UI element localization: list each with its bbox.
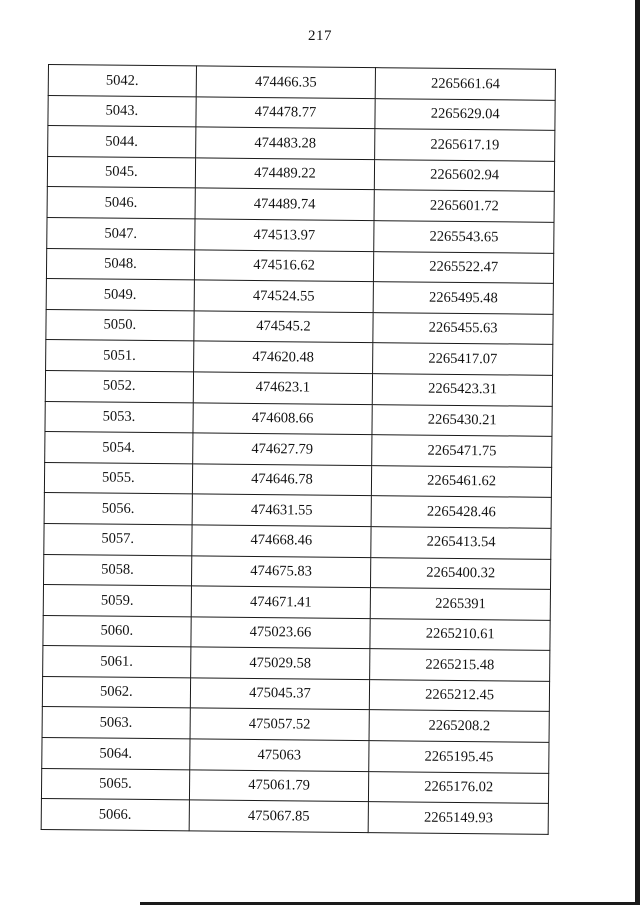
y-coordinate-cell: 2265602.94 (375, 159, 555, 191)
table-row (41, 799, 548, 834)
point-number-cell: 5057. (44, 523, 192, 555)
y-coordinate-cell: 2265413.54 (371, 527, 551, 559)
x-coordinate-cell: 475045.37 (190, 678, 370, 710)
y-coordinate-cell: 2265212.45 (370, 679, 550, 711)
point-number-cell: 5049. (46, 279, 194, 311)
page-number: 217 (308, 28, 332, 44)
table-row (45, 432, 552, 467)
point-number-cell: 5047. (47, 217, 195, 249)
x-coordinate-cell: 475023.66 (191, 617, 371, 649)
point-number-cell: 5060. (43, 615, 191, 647)
x-coordinate-cell: 474620.48 (193, 341, 373, 373)
coordinate-table-body (41, 65, 555, 835)
table-row (42, 738, 549, 773)
table-row (43, 615, 550, 650)
point-number-cell: 5050. (46, 309, 194, 341)
point-number-cell: 5042. (48, 65, 196, 97)
y-coordinate-cell: 2265400.32 (371, 557, 551, 589)
point-number-cell: 5055. (44, 462, 192, 494)
table-row (43, 646, 550, 681)
point-number-cell: 5043. (48, 95, 196, 127)
x-coordinate-cell: 474478.77 (196, 97, 376, 129)
table-row (42, 676, 549, 711)
x-coordinate-cell: 475067.85 (189, 800, 369, 832)
x-coordinate-cell: 474513.97 (194, 219, 374, 251)
x-coordinate-cell: 475029.58 (190, 647, 370, 679)
y-coordinate-cell: 2265543.65 (374, 221, 554, 253)
x-coordinate-cell: 474675.83 (191, 555, 371, 587)
table-row (46, 340, 553, 375)
x-coordinate-cell: 475057.52 (190, 708, 370, 740)
table-row (44, 462, 551, 497)
point-number-cell: 5051. (46, 340, 194, 372)
y-coordinate-cell: 2265601.72 (374, 190, 554, 222)
table-row (46, 248, 553, 283)
table-row (46, 279, 553, 314)
x-coordinate-cell: 474671.41 (191, 586, 371, 618)
table-row (44, 554, 551, 589)
x-coordinate-cell: 474483.28 (195, 127, 375, 159)
scan-edge-right (635, 0, 640, 905)
point-number-cell: 5064. (42, 738, 190, 770)
point-number-cell: 5044. (48, 126, 196, 158)
y-coordinate-cell: 2265461.62 (372, 465, 552, 497)
y-coordinate-cell: 2265629.04 (375, 98, 555, 130)
table-row (46, 309, 553, 344)
table-row (42, 707, 549, 742)
y-coordinate-cell: 2265661.64 (375, 68, 555, 100)
y-coordinate-cell: 2265149.93 (368, 802, 548, 834)
y-coordinate-cell: 2265471.75 (372, 435, 552, 467)
y-coordinate-cell: 2265210.61 (370, 618, 550, 650)
table-row (44, 493, 551, 528)
y-coordinate-cell: 2265455.63 (373, 312, 553, 344)
x-coordinate-cell: 475061.79 (189, 770, 369, 802)
y-coordinate-cell: 2265391 (370, 588, 550, 620)
point-number-cell: 5054. (45, 432, 193, 464)
y-coordinate-cell: 2265617.19 (375, 129, 555, 161)
x-coordinate-cell: 474627.79 (192, 433, 372, 465)
table-row (43, 585, 550, 620)
point-number-cell: 5053. (45, 401, 193, 433)
table-row (47, 156, 554, 191)
point-number-cell: 5045. (47, 156, 195, 188)
x-coordinate-cell: 474524.55 (194, 280, 374, 312)
x-coordinate-cell: 474668.46 (191, 525, 371, 557)
table-row (48, 95, 555, 130)
x-coordinate-cell: 474631.55 (192, 494, 372, 526)
point-number-cell: 5063. (42, 707, 190, 739)
y-coordinate-cell: 2265428.46 (371, 496, 551, 528)
y-coordinate-cell: 2265423.31 (373, 374, 553, 406)
point-number-cell: 5046. (47, 187, 195, 219)
y-coordinate-cell: 2265208.2 (369, 710, 549, 742)
x-coordinate-cell: 474608.66 (193, 402, 373, 434)
x-coordinate-cell: 474646.78 (192, 464, 372, 496)
y-coordinate-cell: 2265176.02 (369, 771, 549, 803)
point-number-cell: 5048. (46, 248, 194, 280)
point-number-cell: 5061. (43, 646, 191, 678)
table-row (41, 768, 548, 803)
x-coordinate-cell: 474516.62 (194, 249, 374, 281)
point-number-cell: 5059. (43, 585, 191, 617)
point-number-cell: 5052. (45, 370, 193, 402)
y-coordinate-cell: 2265195.45 (369, 741, 549, 773)
table-row (45, 370, 552, 405)
table-row (45, 401, 552, 436)
point-number-cell: 5066. (41, 799, 189, 831)
point-number-cell: 5056. (44, 493, 192, 525)
table-row (48, 126, 555, 161)
y-coordinate-cell: 2265430.21 (372, 404, 552, 436)
table-row (47, 187, 554, 222)
y-coordinate-cell: 2265522.47 (374, 251, 554, 283)
x-coordinate-cell: 475063 (189, 739, 369, 771)
point-number-cell: 5062. (42, 676, 190, 708)
y-coordinate-cell: 2265417.07 (373, 343, 553, 375)
point-number-cell: 5058. (44, 554, 192, 586)
x-coordinate-cell: 474489.22 (195, 158, 375, 190)
x-coordinate-cell: 474623.1 (193, 372, 373, 404)
y-coordinate-cell: 2265495.48 (373, 282, 553, 314)
point-number-cell: 5065. (41, 768, 189, 800)
coordinate-table (41, 64, 556, 835)
table-row (44, 523, 551, 558)
x-coordinate-cell: 474489.74 (195, 188, 375, 220)
table-row (48, 65, 555, 100)
y-coordinate-cell: 2265215.48 (370, 649, 550, 681)
x-coordinate-cell: 474466.35 (196, 66, 376, 98)
x-coordinate-cell: 474545.2 (194, 311, 374, 343)
table-row (47, 217, 554, 252)
